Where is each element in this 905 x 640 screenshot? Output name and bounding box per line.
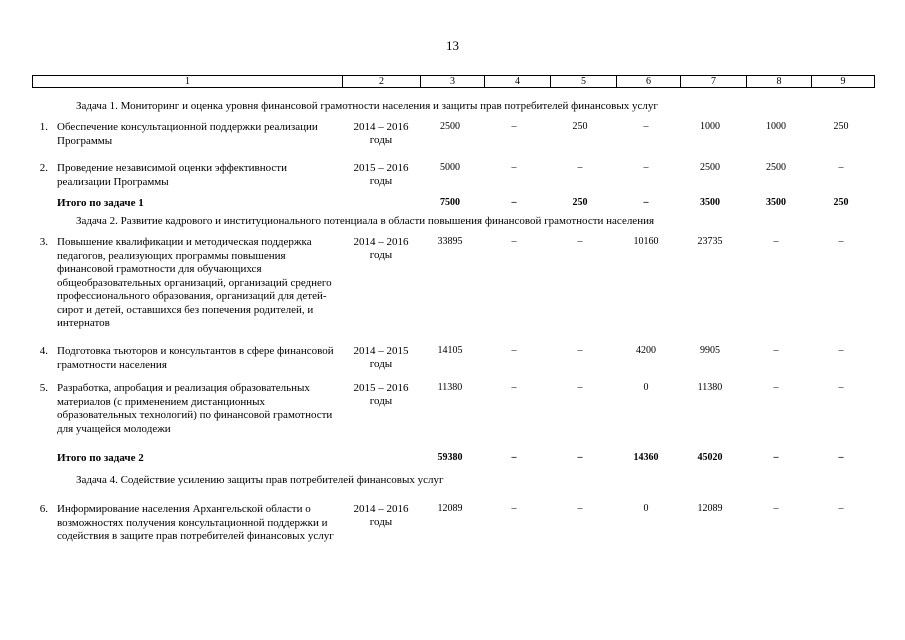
value-col-8: – (773, 382, 779, 393)
activity-name: Проведение независимой оценки эффективности реализации Программы (57, 162, 287, 188)
value-col-3: 59380 (437, 452, 463, 463)
value-col-4: – (511, 121, 517, 132)
value-col-7: 12089 (697, 503, 723, 514)
value-col-6: – (643, 162, 649, 173)
value-col-7: 9905 (700, 345, 720, 356)
column-header-7: 7 (681, 76, 747, 88)
activity-name: Информирование населения Архангельской области о возможностях получения консультационной поддержки и содействия в защите прав потребителей финансовых услуг (57, 503, 334, 542)
value-col-5: – (577, 382, 583, 393)
value-col-6: 0 (643, 382, 649, 393)
activity-name: Обеспечение консультационной поддержки реализации Программы (57, 121, 318, 147)
activity-name: Разработка, апробация и реализация образовательных материалов (с применением дистанционных образовательных технологий) по финансовой грамотности для учащейся молодежи (57, 382, 333, 435)
value-col-9: – (838, 236, 844, 247)
value-col-4: – (511, 382, 517, 393)
value-col-4: – (511, 452, 517, 463)
value-col-9: 250 (833, 121, 849, 132)
value-col-5: – (577, 452, 583, 463)
total-label: Итого по задаче 2 (57, 452, 144, 464)
value-col-8: – (773, 236, 779, 247)
value-col-4: – (511, 236, 517, 247)
value-col-3: 7500 (440, 197, 460, 208)
period: 2014 – 2016 годы (353, 236, 409, 261)
value-col-6: 0 (643, 503, 649, 514)
value-col-3: 14105 (437, 345, 463, 356)
value-col-5: 250 (572, 197, 588, 208)
value-col-7: 45020 (697, 452, 723, 463)
value-col-9: – (838, 452, 844, 463)
value-col-9: – (838, 162, 844, 173)
activity-name: Подготовка тьюторов и консультантов в сфере финансовой грамотности населения (57, 345, 334, 371)
value-col-9: – (838, 382, 844, 393)
total-label: Итого по задаче 1 (57, 197, 144, 209)
task-heading-1: Задача 1. Мониторинг и оценка уровня финансовой грамотности населения и защиты прав потребителей финансовых услуг (76, 100, 658, 112)
column-header-5: 5 (551, 76, 617, 88)
value-col-3: 33895 (437, 236, 463, 247)
value-col-3: 5000 (440, 162, 460, 173)
value-col-6: – (643, 197, 649, 208)
column-header-4: 4 (485, 76, 551, 88)
value-col-7: 2500 (700, 162, 720, 173)
value-col-5: – (577, 345, 583, 356)
column-number-header (32, 75, 875, 88)
row-number: 3. (39, 236, 48, 248)
value-col-6: 10160 (633, 236, 659, 247)
value-col-8: – (773, 345, 779, 356)
value-col-9: – (838, 503, 844, 514)
value-col-4: – (511, 197, 517, 208)
row-number: 2. (39, 162, 48, 174)
value-col-6: 14360 (633, 452, 659, 463)
value-col-3: 11380 (437, 382, 463, 393)
value-col-6: 4200 (636, 345, 656, 356)
value-col-8: 2500 (766, 162, 786, 173)
task-heading-2: Задача 2. Развитие кадрового и институционального потенциала в области повышения финансовой грамотности населения (76, 215, 655, 227)
page-number: 13 (446, 38, 459, 53)
row-number: 6. (39, 503, 48, 515)
column-header-6: 6 (617, 76, 681, 88)
row-number: 5. (39, 382, 48, 394)
task-heading-4: Задача 4. Содействие усилению защиты прав потребителей финансовых услуг (76, 474, 444, 486)
value-col-4: – (511, 503, 517, 514)
column-header-8: 8 (747, 76, 812, 88)
activity-name: Повышение квалификации и методическая поддержка педагогов, реализующих программы повышения финансовой грамотности для обучающихся общеобразовательных организаций, организаций среднего профессионального образования, организаций для детей-сирот и детей, оставшихся без попечения родителей, и интернатов (57, 236, 332, 329)
column-header-1: 1 (33, 76, 343, 88)
value-col-3: 2500 (440, 121, 460, 132)
value-col-5: – (577, 162, 583, 173)
value-col-9: 250 (833, 197, 849, 208)
value-col-5: – (577, 236, 583, 247)
value-col-8: – (773, 452, 779, 463)
period: 2015 – 2016 годы (353, 162, 409, 187)
value-col-9: – (838, 345, 844, 356)
row-number: 1. (39, 121, 48, 133)
period: 2014 – 2016 годы (353, 503, 409, 528)
value-col-7: 3500 (700, 197, 720, 208)
value-col-7: 23735 (697, 236, 723, 247)
value-col-7: 11380 (697, 382, 723, 393)
row-number: 4. (39, 345, 48, 357)
value-col-8: – (773, 503, 779, 514)
period: 2014 – 2015 годы (353, 345, 409, 370)
value-col-7: 1000 (700, 121, 720, 132)
column-header-9: 9 (812, 76, 875, 88)
value-col-3: 12089 (437, 503, 463, 514)
value-col-8: 3500 (766, 197, 786, 208)
value-col-4: – (511, 345, 517, 356)
value-col-8: 1000 (766, 121, 786, 132)
period: 2015 – 2016 годы (353, 382, 409, 407)
column-header-3: 3 (421, 76, 485, 88)
value-col-4: – (511, 162, 517, 173)
value-col-5: – (577, 503, 583, 514)
value-col-6: – (643, 121, 649, 132)
value-col-5: 250 (572, 121, 588, 132)
period: 2014 – 2016 годы (353, 121, 409, 146)
column-header-2: 2 (343, 76, 421, 88)
